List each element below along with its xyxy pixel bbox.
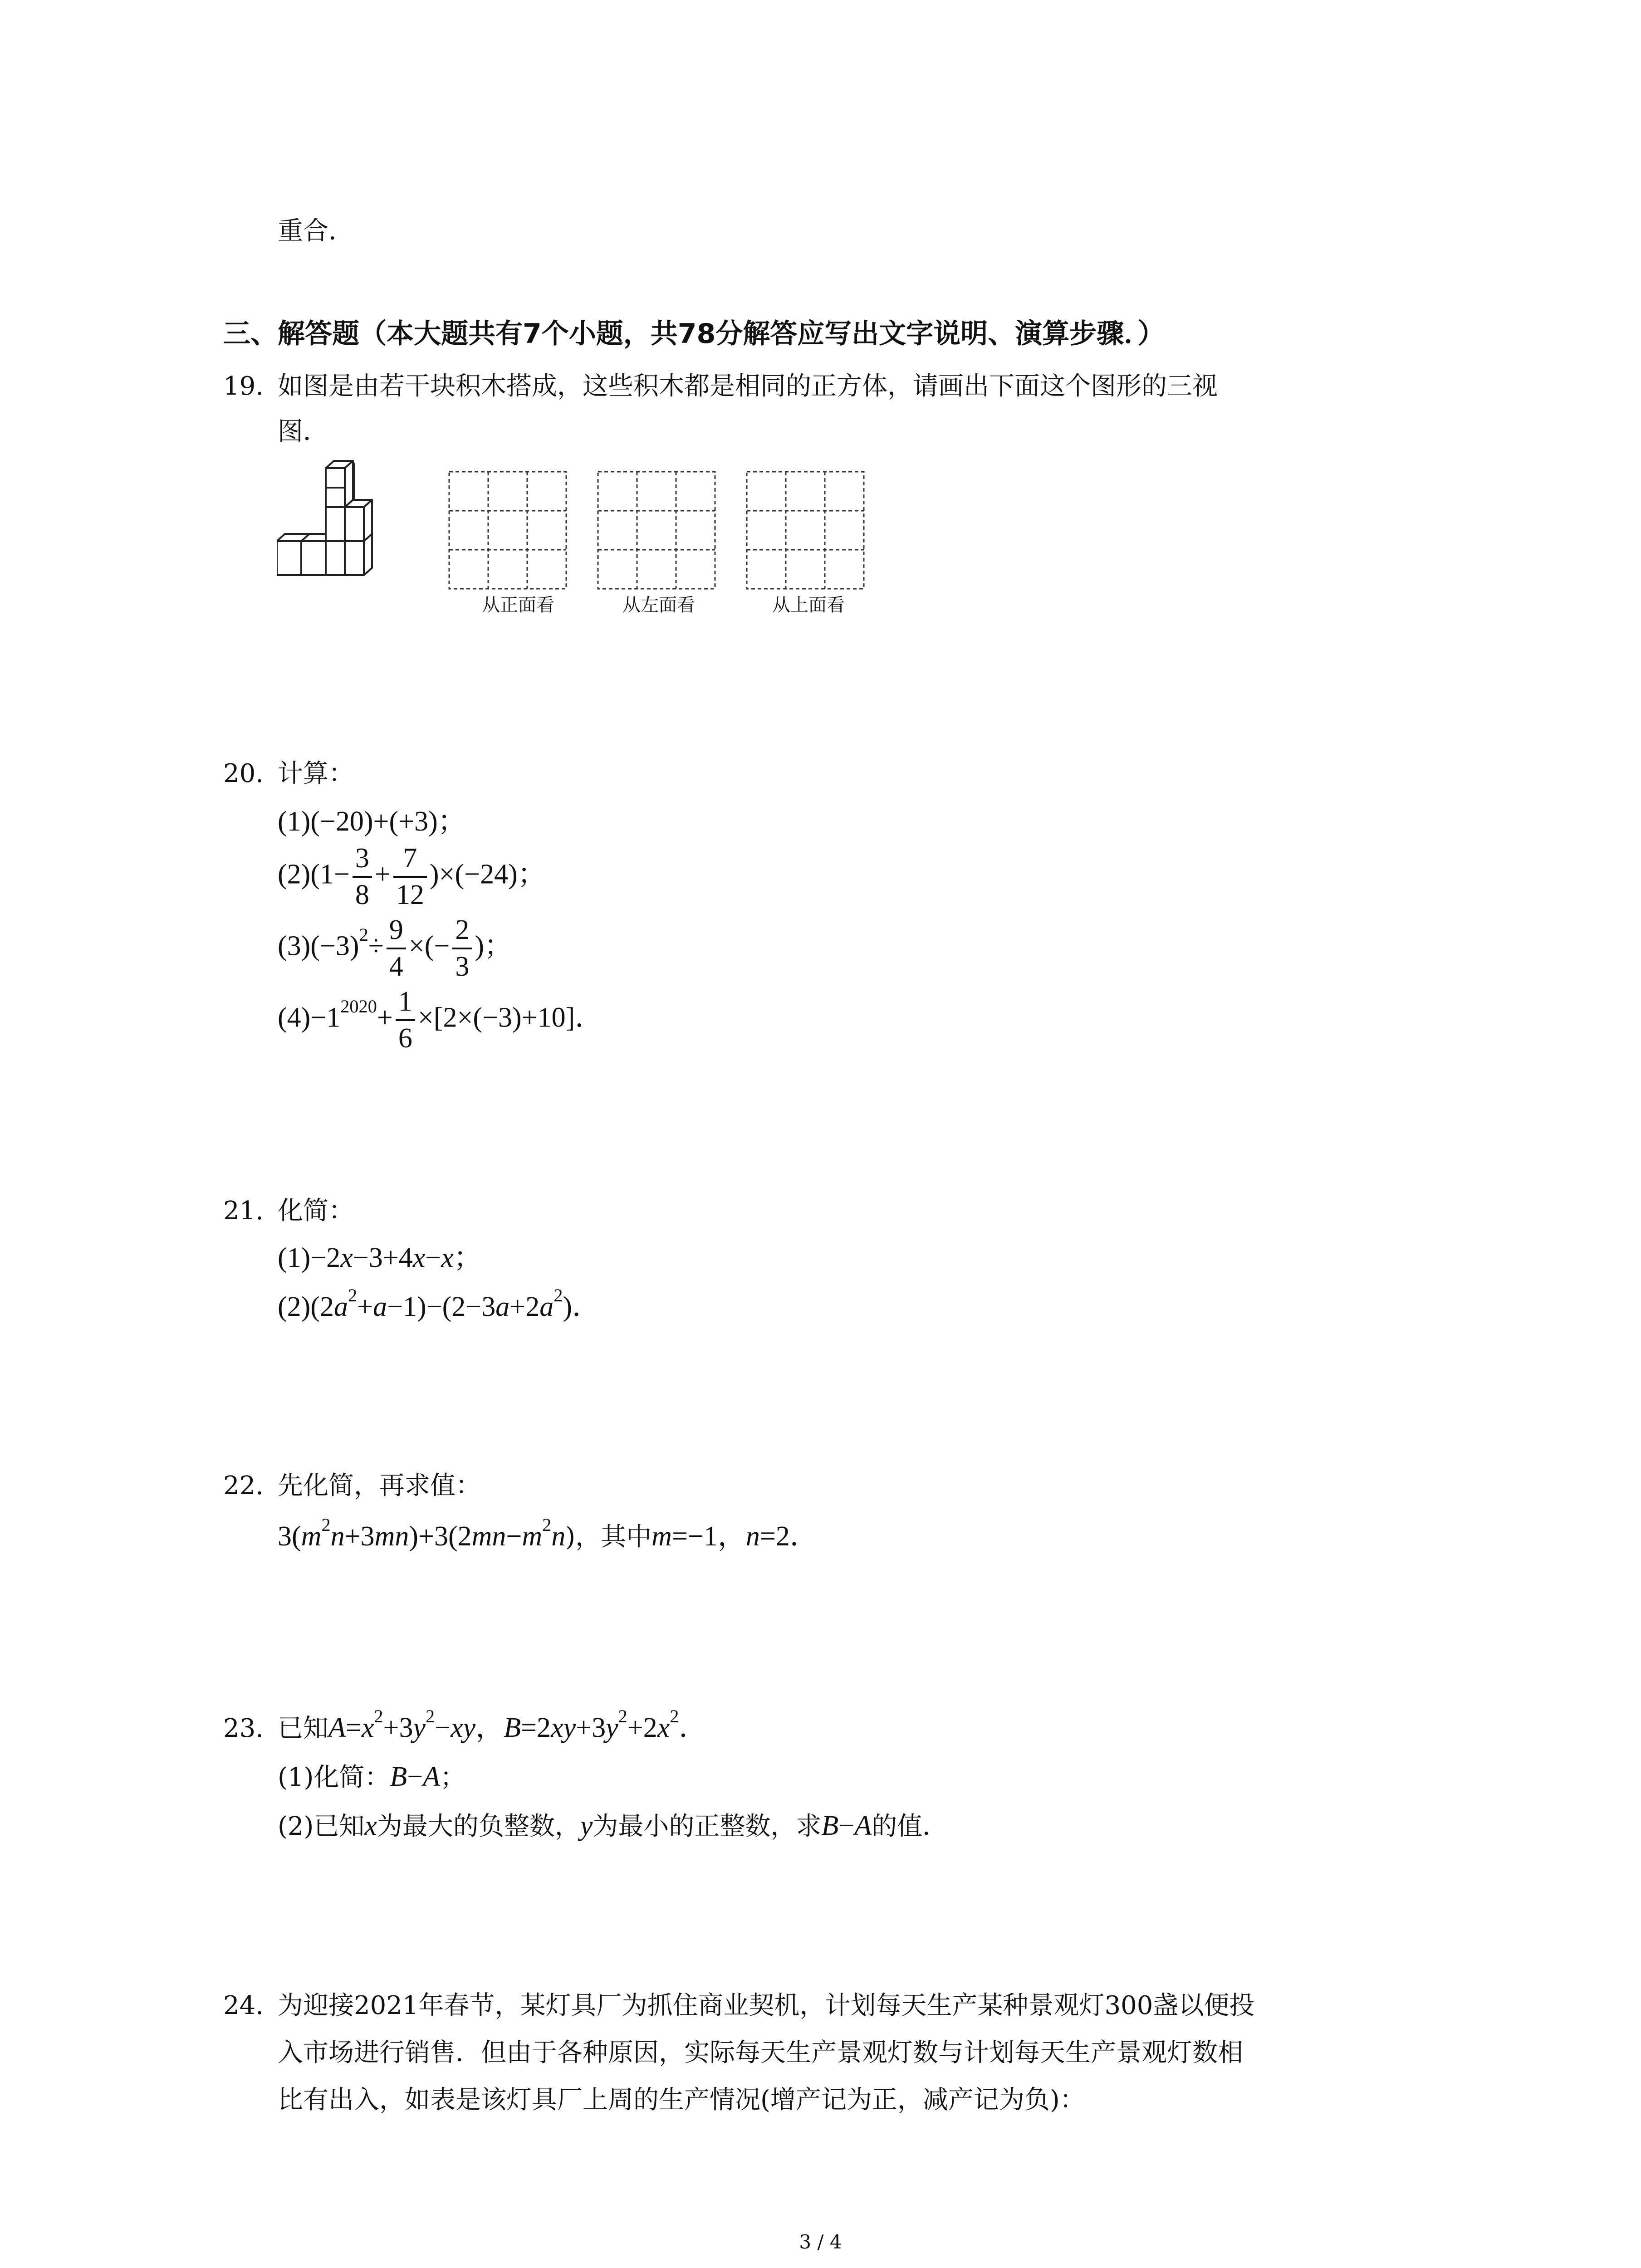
q23-seg: +3 <box>576 1712 606 1743</box>
section-heading: 三、解答题（本大题共有7个小题，共78分解答应写出文字说明、演算步骤．） <box>223 318 1165 350</box>
q20-p4-plus: + <box>377 1002 393 1033</box>
q20-p2-plus: + <box>374 859 391 890</box>
q23-p2-seg: (2)已知 <box>278 1812 365 1841</box>
left-view-caption: 从左面看 <box>622 595 695 616</box>
var-y: y <box>413 1712 426 1743</box>
q23-seg: − <box>435 1712 451 1743</box>
q22-seg: )，其中 <box>565 1522 652 1552</box>
q20-p3-pre: (3)(−3) <box>278 930 359 962</box>
exponent: 2 <box>542 1515 552 1535</box>
q20-p3-frac1 <box>387 915 406 982</box>
q21-p2-seg: + <box>357 1291 373 1322</box>
var-A: A <box>423 1761 441 1792</box>
var-y: y <box>580 1810 593 1841</box>
left-view-grid[interactable] <box>597 471 716 590</box>
exponent: 2 <box>321 1515 331 1535</box>
q23-part1 <box>278 1760 465 1794</box>
q22-number: 22. <box>223 1471 264 1501</box>
q23-line1 <box>223 1706 707 1745</box>
frac-denominator: 4 <box>389 951 403 982</box>
q22-intro-text: 先化简，再求值： <box>278 1471 481 1501</box>
var-m: m <box>652 1521 672 1552</box>
var-a: a <box>373 1291 387 1322</box>
q23-p1-seg: ； <box>440 1763 466 1792</box>
q23-p2-seg: 为最大的负整数， <box>377 1812 580 1841</box>
q23-p1-seg: − <box>407 1761 423 1792</box>
q20-p3-div: ÷ <box>368 930 384 962</box>
q23-number: 23. <box>223 1714 264 1743</box>
var-xy: xy <box>451 1712 476 1743</box>
q21-p2-seg: −1)−(2−3 <box>387 1291 496 1322</box>
var-a: a <box>495 1291 510 1322</box>
var-x: x <box>412 1242 426 1273</box>
q20-p4-exp: 2020 <box>340 996 377 1017</box>
q20-p2-post: )×(−24)； <box>429 859 546 890</box>
q21-p1-seg: − <box>425 1242 441 1273</box>
q22-seg: =−1， <box>671 1521 746 1552</box>
top-view-grid[interactable] <box>746 471 865 590</box>
q23-p2-seg: 的值． <box>872 1812 948 1841</box>
q20-part3 <box>278 915 512 982</box>
frac-numerator: 1 <box>398 986 412 1017</box>
q20-p4-post: ×[2×(−3)+10]． <box>417 1002 603 1033</box>
q20-p4-frac <box>396 987 415 1053</box>
q19-text-line1: 如图是由若干块积木搭成，这些积木都是相同的正方体，请画出下面这个图形的三视 <box>278 371 1218 401</box>
var-x: x <box>364 1810 377 1841</box>
q22-seg: +3 <box>344 1521 375 1552</box>
var-a: a <box>333 1291 348 1322</box>
frac-numerator: 3 <box>355 843 369 874</box>
q20-p3-mid: ×(− <box>408 930 450 962</box>
exponent: 2 <box>374 1706 383 1727</box>
q24-text-line2: 入市场进行销售．但由于各种原因，实际每天生产景观灯数与计划每天生产景观灯数相 <box>278 2038 1243 2068</box>
q24-text-line1: 为迎接2021年春节，某灯具厂为抓住商业契机，计划每天生产某种景观灯300盏以便投 <box>278 1991 1255 2020</box>
cube-stack-figure <box>277 458 413 594</box>
q20-p4-pre: (4)−1 <box>278 1002 341 1033</box>
exponent: 2 <box>618 1706 627 1727</box>
q21-intro-text: 化简： <box>278 1196 354 1226</box>
q21-p2-seg: +2 <box>509 1291 540 1322</box>
front-view-caption: 从正面看 <box>482 595 554 616</box>
frac-numerator: 7 <box>403 843 417 874</box>
q20-part2 <box>278 844 546 910</box>
frac-denominator: 6 <box>398 1023 412 1054</box>
q23-p1-seg: (1)化简： <box>278 1763 390 1792</box>
exponent: 2 <box>426 1706 435 1727</box>
var-y: y <box>606 1712 618 1743</box>
q24-number: 24. <box>223 1991 264 2020</box>
q23-seg: +2 <box>627 1712 657 1743</box>
q20-part4 <box>278 987 603 1053</box>
var-B: B <box>821 1810 839 1841</box>
var-B: B <box>390 1761 407 1792</box>
var-x: x <box>441 1242 454 1273</box>
q20-number: 20. <box>223 759 264 788</box>
q19-text-line2: 图． <box>278 417 328 446</box>
frac-denominator: 8 <box>355 880 369 911</box>
q20-p2-pre: (2)(1− <box>278 859 350 890</box>
var-n: n <box>745 1521 760 1552</box>
q22-seg: 3( <box>278 1521 301 1552</box>
q21-p1-seg: −3+4 <box>353 1242 413 1273</box>
q20-p3-frac2 <box>452 915 472 982</box>
top-view-caption: 从上面看 <box>772 595 845 616</box>
var-xy: xy <box>551 1712 576 1743</box>
var-n: n <box>551 1521 566 1552</box>
var-m: m <box>301 1521 322 1552</box>
var-A: A <box>328 1712 346 1743</box>
q19-line1 <box>223 371 1218 401</box>
q23-seg: ， <box>475 1712 504 1743</box>
exponent: 2 <box>348 1285 358 1306</box>
q19-number: 19. <box>223 371 264 401</box>
q24-line1 <box>223 1990 1254 2021</box>
var-a: a <box>539 1291 554 1322</box>
frac-denominator: 12 <box>396 880 424 911</box>
q23-seg: = <box>345 1712 362 1743</box>
q23-part2 <box>278 1809 948 1843</box>
q20-p2-frac2 <box>393 844 427 910</box>
front-view-grid[interactable] <box>448 471 567 590</box>
var-x: x <box>340 1242 353 1273</box>
q20-intro <box>223 758 354 789</box>
continuation-text: 重合． <box>278 216 354 246</box>
exponent: 2 <box>554 1285 563 1306</box>
var-m: m <box>522 1521 543 1552</box>
q21-p2-seg: (2)(2 <box>278 1291 334 1322</box>
q23-p2-seg: − <box>838 1810 855 1841</box>
q22-seg: − <box>506 1521 522 1552</box>
q23-seg: ． <box>679 1712 707 1743</box>
q20-p3-post: )； <box>475 930 512 962</box>
var-mn: mn <box>374 1521 409 1552</box>
q21-p1-seg: ； <box>453 1242 482 1273</box>
q21-p2-seg: )． <box>563 1291 601 1322</box>
q20-p3-exp: 2 <box>359 924 368 945</box>
var-x: x <box>657 1712 670 1743</box>
q20-p2-frac1 <box>353 844 372 910</box>
q23-seg: =2 <box>521 1712 551 1743</box>
exponent: 2 <box>670 1706 679 1727</box>
page-number: 3 / 4 <box>799 2231 842 2253</box>
var-B: B <box>504 1712 521 1743</box>
var-x: x <box>361 1712 374 1743</box>
q23-p2-seg: 为最小的正整数，求 <box>593 1812 822 1841</box>
q21-number: 21. <box>223 1196 264 1226</box>
frac-numerator: 2 <box>455 914 470 945</box>
q21-p1-seg: (1)−2 <box>278 1242 341 1273</box>
q24-text-line3: 比有出入，如表是该灯具厂上周的生产情况(增产记为正，减产记为负)： <box>278 2085 1085 2115</box>
q22-seg: )+3(2 <box>409 1521 472 1552</box>
q23-seg: +3 <box>383 1712 413 1743</box>
q21-part1 <box>278 1241 482 1275</box>
q22-expression <box>278 1515 818 1553</box>
var-A: A <box>854 1810 872 1841</box>
q21-intro <box>223 1196 354 1226</box>
var-mn: mn <box>471 1521 506 1552</box>
q21-part2 <box>278 1285 601 1324</box>
q20-part1: (1)(−20)+(+3)； <box>278 806 466 837</box>
q23-seg: 已知 <box>278 1714 328 1743</box>
q22-seg: =2． <box>759 1521 818 1552</box>
q20-intro-text: 计算： <box>278 759 354 788</box>
var-n: n <box>330 1521 345 1552</box>
frac-denominator: 3 <box>455 951 470 982</box>
frac-numerator: 9 <box>389 914 403 945</box>
q22-intro <box>223 1471 481 1501</box>
